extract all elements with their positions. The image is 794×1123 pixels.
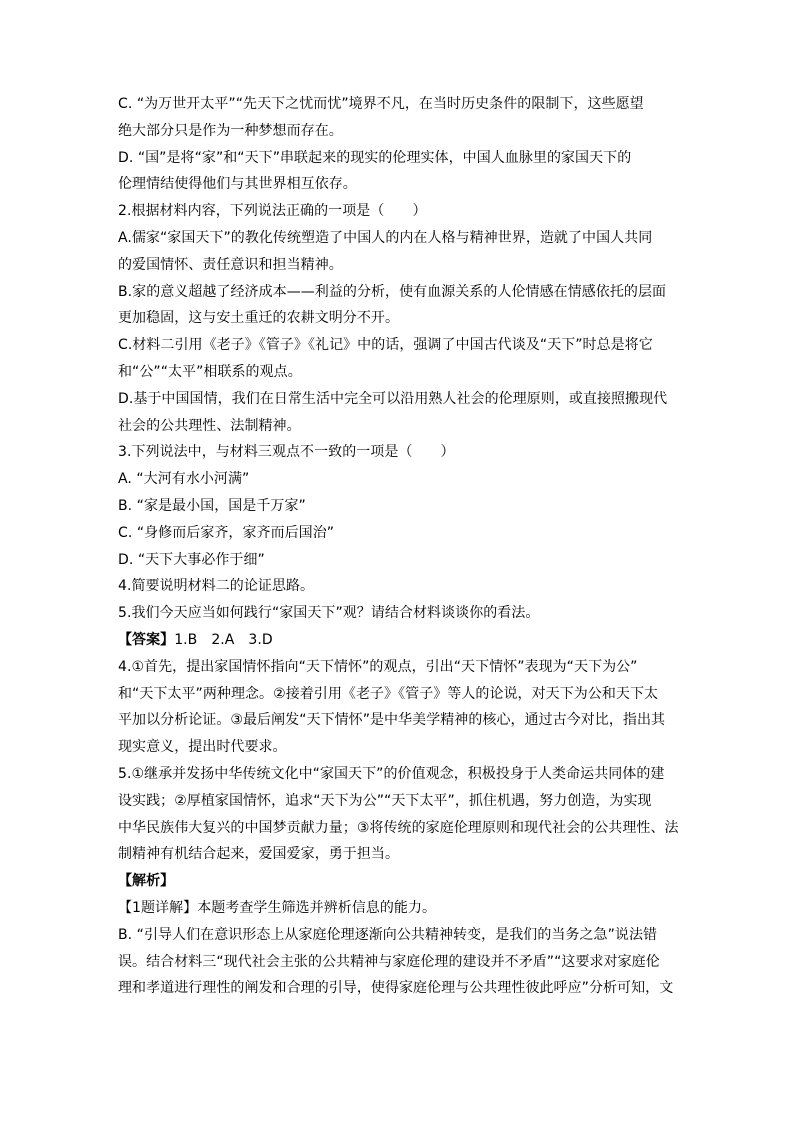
question-2: 2.根据材料内容，下列说法正确的一项是（ ） — [118, 203, 427, 220]
document-body — [118, 91, 678, 1002]
q2-option-b-line-1: B.家的意义超越了经济成本——利益的分析，使有血源关系的人伦情感在情感依托的层面 — [118, 283, 667, 300]
q3-option-d: D. “天下大事必作于细” — [118, 551, 265, 568]
question-4: 4.简要说明材料二的论证思路。 — [118, 578, 315, 595]
q3-option-a: A. “大河有水小河满” — [118, 471, 250, 488]
option-d-line-2: 伦理情结使得他们与其世界相互依存。 — [118, 176, 357, 193]
q2-option-a-line-1: A.儒家“家国天下”的教化传统塑造了中国人的内在人格与精神世界，造就了中国人共同 — [118, 229, 653, 246]
analysis-heading: 【解析】 — [118, 873, 175, 890]
q2-option-c-line-2: 和“公”“太平”相联系的观点。 — [118, 363, 302, 380]
answer-4-line-3: 平加以分析论证。③最后阐发“天下情怀”是中华美学精神的核心，通过古今对比，指出其 — [118, 712, 666, 729]
answer-2: 2.A — [211, 631, 235, 648]
q2-option-c-line-1: C.材料二引用《老子》《管子》《礼记》中的话，强调了中国古代谈及“天下”时总是将它 — [118, 337, 653, 354]
answer-5-line-4: 制精神有机结合起来，爱国爱家，勇于担当。 — [118, 846, 399, 863]
answer-4-line-4: 现实意义，提出时代要求。 — [118, 739, 287, 756]
answer-line — [118, 627, 678, 654]
q2-option-b-line-2: 更加稳固，这与安土重迁的农耕文明分不开。 — [118, 310, 399, 327]
q2-option-d-line-1: D.基于中国国情，我们在日常生活中完全可以沿用熟人社会的伦理原则，或直接照搬现代 — [118, 390, 668, 407]
analysis-b-line-3: 理和孝道进行理性的阐发和合理的引导，使得家庭伦理与公共理性彼此呼应”分析可知，文 — [118, 980, 674, 997]
question-3: 3.下列说法中，与材料三观点不一致的一项是（ ） — [118, 444, 455, 461]
analysis-b-line-2: 误。结合材料三“现代社会主张的公共精神与家庭伦理的建设并不矛盾”“这要求对家庭伦 — [118, 953, 660, 970]
answer-label: 【答案】 — [118, 631, 175, 648]
answer-5-line-1: 5.①继承并发扬中华传统文化中“家国天下”的价值观念，积极投身于人类命运共同体的建 — [118, 765, 665, 782]
answer-4-line-1: 4.①首先，提出家国情怀指向“天下情怀”的观点，引出“天下情怀”表现为“天下为公” — [118, 658, 638, 675]
answer-3: 3.D — [248, 631, 273, 648]
q2-option-a-line-2: 的爱国情怀、责任意识和担当精神。 — [118, 256, 343, 273]
q3-option-b: B. “家是最小国，国是千万家” — [118, 497, 306, 514]
analysis-b-line-1: B. “引导人们在意识形态上从家庭伦理逐渐向公共精神转变，是我们的当务之急”说法错 — [118, 926, 658, 943]
q1-detail-heading: 【1题详解】本题考查学生筛选并辨析信息的能力。 — [118, 899, 437, 916]
option-c-line-2: 绝大部分只是作为一种梦想而存在。 — [118, 122, 343, 139]
option-c-line-1: C. “为万世开太平”“先天下之忧而忧”境界不凡，在当时历史条件的限制下，这些愿望 — [118, 96, 644, 112]
option-d-line-1: D. “国”是将“家”和“天下”串联起来的现实的伦理实体，中国人血脉里的家国天下的 — [118, 149, 632, 166]
answer-4-line-2: 和“天下太平”两种理念。②接着引用《老子》《管子》等人的论说，对天下为公和天下太 — [118, 685, 659, 702]
q3-option-c: C. “身修而后家齐，家齐而后国治” — [118, 524, 335, 541]
answer-1: 1.B — [174, 631, 198, 648]
q2-option-d-line-2: 社会的公共理性、法制精神。 — [118, 417, 301, 434]
answer-5-line-3: 中华民族伟大复兴的中国梦贡献力量；③将传统的家庭伦理原则和现代社会的公共理性、法 — [118, 819, 679, 836]
question-5: 5.我们今天应当如何践行“家国天下”观？请结合材料谈谈你的看法。 — [118, 605, 540, 622]
answer-5-line-2: 设实践；②厚植家国情怀，追求“天下为公”“天下太平”，抓住机遇，努力创造，为实现 — [118, 792, 652, 809]
